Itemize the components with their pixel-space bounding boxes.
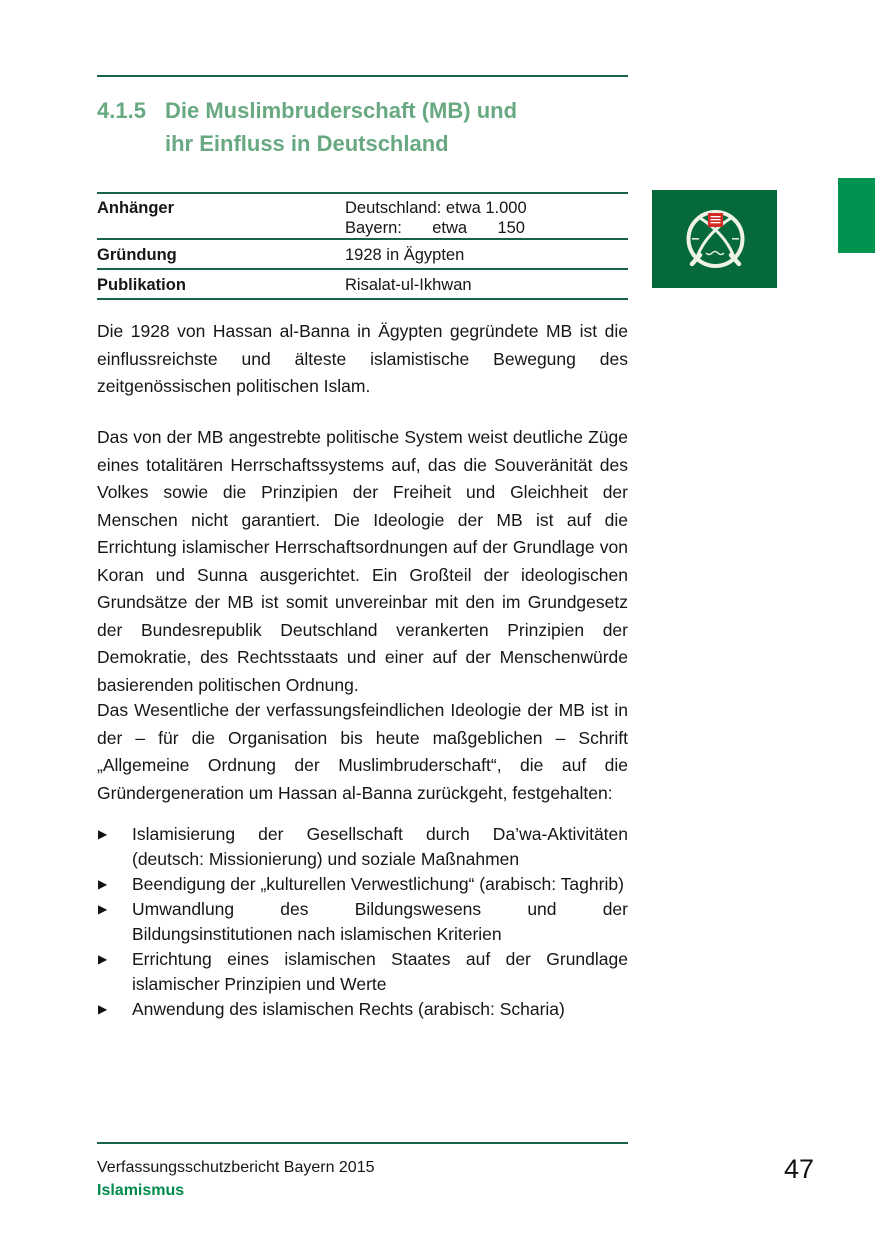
page-number: 47 xyxy=(783,1154,814,1184)
list-item xyxy=(97,872,628,897)
list-item-text: Umwandlung des Bildungswesens und der Bildungsinstitutionen nach islamischen Kriterien xyxy=(132,899,628,944)
paragraph: Das Wesentliche der verfassungsfeindlichen Ideologie der MB ist in der – für die Organisation bis heute maßgeblichen – Schrift „Allgemeine Ordnung der Muslimbruderschaft“, die auf die Gründergeneration um Hassan al-Banna zurückgeht, festgehalten: xyxy=(97,700,628,803)
list-item-text: Islamisierung der Gesellschaft durch Da’wa-Aktivitäten (deutsch: Missionierung) und soziale Maßnahmen xyxy=(132,824,628,869)
info-value: Risalat-ul-Ikhwan xyxy=(345,276,472,294)
info-label: Publikation xyxy=(97,276,186,294)
triangle-bullet-icon: ▶ xyxy=(98,1002,108,1016)
value-part: etwa xyxy=(432,219,468,237)
triangle-bullet-icon: ▶ xyxy=(98,827,108,841)
list-item xyxy=(97,947,628,997)
value-part: Bayern: xyxy=(345,219,402,237)
heading-title xyxy=(165,94,517,160)
triangle-bullet-icon: ▶ xyxy=(98,952,108,966)
info-row-gruendung xyxy=(97,238,628,268)
list-item xyxy=(97,822,628,872)
bullet-list xyxy=(97,822,628,1022)
triangle-bullet-icon: ▶ xyxy=(98,902,108,916)
info-label: Gründung xyxy=(97,246,177,264)
section-heading xyxy=(97,94,628,160)
list-item-text: Beendigung der „kulturellen Verwestlichung“ (arabisch: Taghrib) xyxy=(132,874,624,894)
heading-title-line2: ihr Einfluss in Deutschland xyxy=(165,131,449,156)
paragraph: Die 1928 von Hassan al-Banna in Ägypten gegründete MB ist die einflussreichste und älteste islamistische Bewegung des zeitgenössischen politischen Islam. xyxy=(97,321,628,396)
info-table xyxy=(97,192,628,300)
value-part: 150 xyxy=(497,219,525,237)
footer-rule xyxy=(97,1142,628,1144)
list-item-text: Errichtung eines islamischen Staates auf der Grundlage islamischer Prinzipien und Werte xyxy=(132,949,628,994)
paragraph: Das von der MB angestrebte politische System weist deutliche Züge eines totalitären Herrschaftssystems auf, das die Souveränität des Volkes sowie die Prinzipien der Freiheit und Gleichheit der Menschen nicht garantiert. Die Ideologie der MB ist auf die Errichtung islamischer Herrschaftsordnungen auf der Grundlage von Koran und Sunna ausgerichtet. Ein Großteil der ideologischen Grundsätze der MB ist somit unvereinbar mit den im Grundgesetz der Bundesrepublik Deutschland verankerten Prinzipien der Demokratie, des Rechtsstaats und einer auf der Menschenwürde basierenden politischen Ordnung. xyxy=(97,427,628,695)
footer-report-title: Verfassungsschutzbericht Bayern 2015 xyxy=(97,1159,375,1176)
section-edge-tab xyxy=(838,178,875,253)
triangle-bullet-icon: ▶ xyxy=(98,877,108,891)
info-value: 1928 in Ägypten xyxy=(345,246,465,264)
info-label: Anhänger xyxy=(97,199,175,217)
info-value xyxy=(345,198,628,238)
info-value-line1: Deutschland: etwa 1.000 xyxy=(345,199,527,217)
heading-rule xyxy=(97,75,628,77)
list-item xyxy=(97,897,628,947)
footer-section-label: Islamismus xyxy=(97,1182,185,1199)
heading-title-line1: Die Muslimbruderschaft (MB) und xyxy=(165,98,518,123)
crossed-swords-emblem-icon xyxy=(652,190,777,288)
info-row-anhaenger xyxy=(97,192,628,238)
footer xyxy=(97,1156,375,1202)
muslim-brotherhood-logo xyxy=(652,190,777,288)
heading-number: 4.1.5 xyxy=(97,98,146,123)
info-row-publikation xyxy=(97,268,628,298)
list-item-text: Anwendung des islamischen Rechts (arabisch: Scharia) xyxy=(132,999,565,1019)
list-item xyxy=(97,997,628,1022)
info-value-line2 xyxy=(345,218,525,238)
